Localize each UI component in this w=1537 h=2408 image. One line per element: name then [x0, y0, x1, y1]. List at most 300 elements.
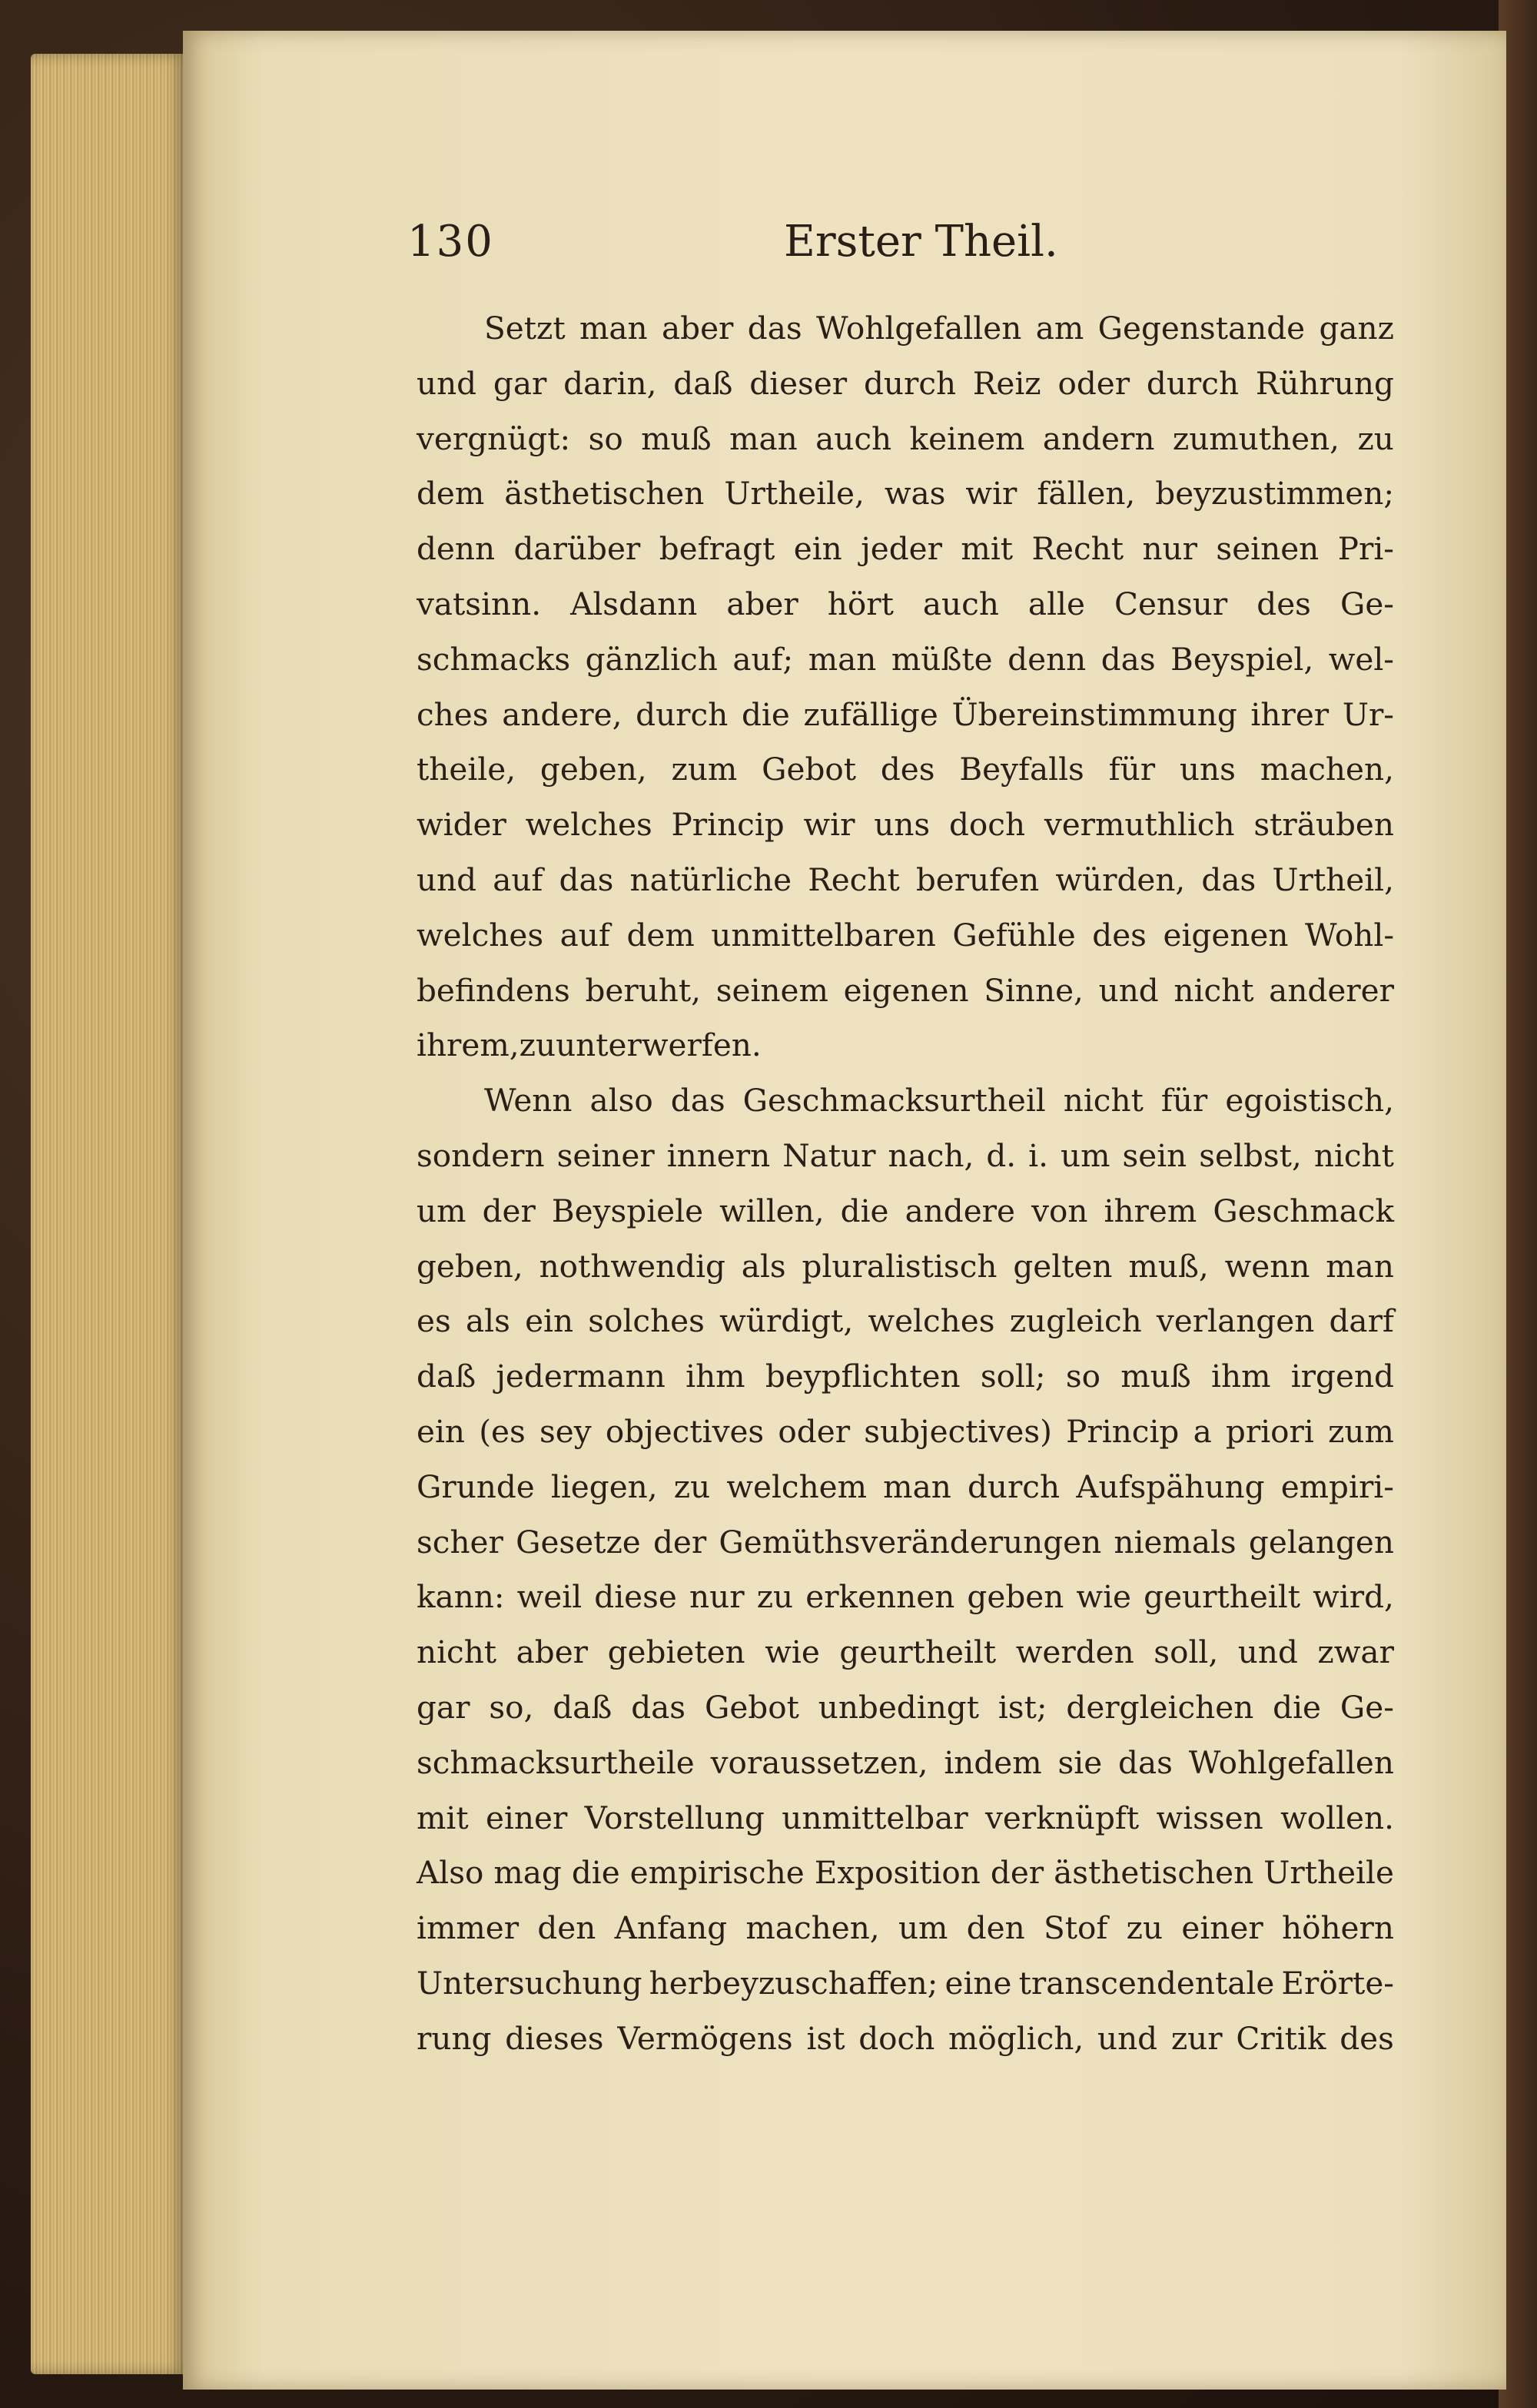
- word: Gebot: [704, 1688, 799, 1726]
- word: mit: [417, 1799, 469, 1836]
- page-header: [407, 217, 1537, 278]
- word: wir: [803, 806, 855, 844]
- word: zwar: [1317, 1634, 1394, 1671]
- word: seiner: [556, 1136, 655, 1174]
- text-line: [417, 1460, 1394, 1515]
- word: der: [990, 1854, 1044, 1892]
- word: Alsdann: [570, 585, 698, 622]
- word: eine: [944, 1964, 1012, 2002]
- word: eigenen: [1163, 916, 1289, 954]
- text-line: [417, 1294, 1394, 1349]
- word: uns: [1179, 751, 1236, 788]
- word: Beyspiel,: [1170, 640, 1314, 678]
- word: wie: [1076, 1578, 1132, 1616]
- word: dieses: [505, 2019, 604, 2057]
- word: seinen: [1216, 530, 1320, 568]
- word: den: [537, 1909, 596, 1947]
- word: um: [898, 1909, 948, 1947]
- word: als: [465, 1302, 510, 1340]
- word: ist: [806, 2019, 845, 2057]
- word: werden: [1015, 1634, 1134, 1671]
- word: Ur-: [1342, 695, 1394, 733]
- text-line: [417, 1736, 1394, 1791]
- word: würdigt,: [719, 1302, 854, 1340]
- word: welchem: [726, 1468, 868, 1505]
- word: gar: [417, 1688, 470, 1726]
- word: dem: [417, 475, 485, 512]
- word: daß: [673, 364, 733, 402]
- word: das: [747, 310, 802, 347]
- word: Wohl-: [1305, 916, 1394, 954]
- word: Natur: [782, 1136, 876, 1174]
- word: ganz: [1319, 310, 1394, 347]
- word: Beyfalls: [959, 751, 1084, 788]
- word: doch: [858, 2019, 935, 2057]
- word: nach,: [888, 1136, 974, 1174]
- word: möglich,: [948, 2019, 1084, 2057]
- word: indem: [944, 1743, 1042, 1781]
- word: machen,: [1260, 751, 1394, 788]
- word: fällen,: [1037, 475, 1136, 512]
- word: ästhetischen: [504, 475, 705, 512]
- word: Erörte-: [1281, 1964, 1394, 2002]
- word: man: [883, 1468, 951, 1505]
- word: subjectives): [864, 1412, 1052, 1450]
- text-line: [417, 1570, 1394, 1625]
- text-line: [417, 1405, 1394, 1460]
- word: ihrer: [1250, 695, 1330, 733]
- word: kann:: [417, 1578, 505, 1616]
- word: und: [417, 364, 477, 402]
- word: beyzustimmen;: [1155, 475, 1394, 512]
- word: rung: [417, 2019, 492, 2057]
- word: Princip: [671, 806, 785, 844]
- text-line: [417, 522, 1394, 577]
- word: daß: [417, 1358, 476, 1395]
- text-line: [417, 1956, 1394, 2012]
- word: eigenen: [843, 971, 969, 1009]
- word: Urtheile: [1263, 1854, 1394, 1892]
- word: herbeyzuschaffen;: [649, 1964, 938, 2002]
- word: um: [417, 1192, 466, 1229]
- word: dieser: [749, 364, 848, 402]
- word: beypflichten: [765, 1358, 961, 1395]
- word: man: [579, 310, 648, 347]
- word: weil: [516, 1578, 583, 1616]
- word: gelangen: [1248, 1523, 1394, 1561]
- word: mit: [961, 530, 1014, 568]
- word: nothwendig: [539, 1247, 725, 1285]
- word: schmacksurtheile: [417, 1743, 695, 1781]
- word: das: [1100, 640, 1156, 678]
- text-line: [417, 466, 1394, 522]
- word: um: [1060, 1136, 1110, 1174]
- word: höhern: [1282, 1909, 1394, 1947]
- word: verknüpft: [985, 1799, 1140, 1836]
- word: geurtheilt: [1144, 1578, 1300, 1616]
- word: zumuthen,: [1172, 420, 1340, 457]
- word: wider: [417, 806, 506, 844]
- word: natürliche: [629, 861, 792, 898]
- text-line: [417, 1349, 1394, 1405]
- text-line: [417, 1791, 1394, 1846]
- word: des: [880, 751, 935, 788]
- word: Gemüthsveränderungen: [719, 1523, 1102, 1561]
- word: Geschmack: [1213, 1192, 1394, 1229]
- word: auf: [559, 916, 610, 954]
- word: andere: [905, 1192, 1016, 1229]
- word: ist;: [998, 1688, 1047, 1726]
- word: aber: [726, 585, 798, 622]
- word: gelten: [1013, 1247, 1113, 1285]
- word: Übereinstimmung: [951, 695, 1237, 733]
- word: machen,: [745, 1909, 880, 1947]
- word: Untersuchung: [417, 1964, 642, 2002]
- word: darüber: [513, 530, 641, 568]
- word: i.: [1028, 1136, 1048, 1174]
- text-line: [417, 301, 1394, 357]
- word: auch: [815, 420, 892, 457]
- word: berufen: [915, 861, 1040, 898]
- text-line: [417, 1680, 1394, 1736]
- word: das: [670, 1082, 725, 1119]
- word: nur: [1142, 530, 1197, 568]
- word: oder: [1057, 364, 1130, 402]
- word: Exposition: [814, 1854, 981, 1892]
- word: solches: [588, 1302, 705, 1340]
- word: diese: [594, 1578, 677, 1616]
- word: auf: [493, 861, 543, 898]
- word: vergnügt:: [417, 420, 571, 457]
- word: Ge-: [1339, 1688, 1394, 1726]
- word: vatsinn.: [417, 585, 542, 622]
- word: Setzt: [484, 310, 566, 347]
- word: hört: [827, 585, 894, 622]
- word: ihm: [1211, 1358, 1271, 1395]
- word: das: [631, 1688, 686, 1726]
- word: dergleichen: [1066, 1688, 1254, 1726]
- word: auf;: [732, 640, 794, 678]
- word: schmacks: [417, 640, 571, 678]
- word: wir: [965, 475, 1017, 512]
- word: Wenn: [484, 1082, 573, 1119]
- word: zu: [673, 1468, 711, 1505]
- word: die: [1273, 1688, 1322, 1726]
- word: Gesetze: [516, 1523, 641, 1561]
- word: willen,: [719, 1192, 825, 1229]
- word: zum: [1328, 1412, 1394, 1450]
- text-line: [417, 2012, 1394, 2067]
- word: man: [729, 420, 798, 457]
- word: gebieten: [607, 1634, 745, 1671]
- word: Rührung: [1255, 364, 1394, 402]
- word: geurtheilt: [839, 1634, 997, 1671]
- text-line: [417, 1239, 1394, 1295]
- text-line: [417, 853, 1394, 908]
- word: zu: [519, 1027, 556, 1064]
- word: durch: [636, 695, 729, 733]
- word: die: [840, 1192, 889, 1229]
- word: ihrem: [1104, 1192, 1197, 1229]
- word: durch: [863, 364, 957, 402]
- word: keinem: [909, 420, 1025, 457]
- word: aber: [662, 310, 734, 347]
- word: des: [1339, 2019, 1394, 2057]
- word: das: [559, 861, 614, 898]
- text-line: [417, 798, 1394, 853]
- word: den: [966, 1909, 1025, 1947]
- text-line: [417, 1515, 1394, 1571]
- word: ästhetischen: [1054, 1854, 1254, 1892]
- word: das: [1201, 861, 1256, 898]
- word: des: [1092, 916, 1147, 954]
- word: Reiz: [972, 364, 1041, 402]
- word: wird,: [1313, 1578, 1394, 1616]
- word: und: [1237, 1634, 1298, 1671]
- word: selbst,: [1199, 1136, 1302, 1174]
- word: würden,: [1055, 861, 1186, 898]
- word: man: [808, 640, 877, 678]
- word: innern: [666, 1136, 771, 1174]
- word: empiri-: [1280, 1468, 1394, 1505]
- word: ein: [525, 1302, 574, 1340]
- word: Princip: [1066, 1412, 1180, 1450]
- word: wel-: [1328, 640, 1394, 678]
- word: Anfang: [614, 1909, 728, 1947]
- word: die: [571, 1854, 620, 1892]
- word: liegen,: [550, 1468, 658, 1505]
- word: nicht: [417, 1634, 497, 1671]
- word: andern: [1042, 420, 1155, 457]
- word: (es: [479, 1412, 526, 1450]
- word: das: [1118, 1743, 1173, 1781]
- word: darin,: [563, 364, 657, 402]
- word: pluralistisch: [802, 1247, 998, 1285]
- text-line: [417, 742, 1394, 798]
- word: so,: [489, 1688, 534, 1726]
- word: Also: [417, 1854, 484, 1892]
- word: Wohlgefallen: [816, 310, 1022, 347]
- word: zu: [1126, 1909, 1164, 1947]
- word: geben: [967, 1578, 1064, 1616]
- word: also: [589, 1082, 653, 1119]
- word: beruht,: [585, 971, 702, 1009]
- word: ein: [417, 1412, 466, 1450]
- word: Recht: [808, 861, 900, 898]
- word: mag: [493, 1854, 562, 1892]
- word: des: [1256, 585, 1311, 622]
- text-line: [417, 412, 1394, 467]
- word: uns: [874, 806, 931, 844]
- word: wenn: [1224, 1247, 1310, 1285]
- word: unmittelbaren: [711, 916, 936, 954]
- word: Vermögens: [617, 2019, 793, 2057]
- word: sey: [539, 1412, 592, 1450]
- word: oder: [778, 1412, 851, 1450]
- word: irgend: [1290, 1358, 1394, 1395]
- word: ihrem,: [417, 1027, 520, 1064]
- word: nicht: [1313, 1136, 1394, 1174]
- word: niemals: [1114, 1523, 1237, 1561]
- running-head: Erster Theil.: [784, 217, 1058, 267]
- word: und: [1097, 2019, 1158, 2057]
- word: am: [1035, 310, 1084, 347]
- text-line: [417, 632, 1394, 688]
- word: d.: [986, 1136, 1017, 1174]
- text-line: [417, 1073, 1394, 1129]
- word: zugleich: [1009, 1302, 1142, 1340]
- word: Vorstellung: [584, 1799, 765, 1836]
- word: andere,: [502, 695, 622, 733]
- text-line: [417, 964, 1394, 1019]
- word: geben,: [539, 751, 647, 788]
- word: objectives: [605, 1412, 765, 1450]
- word: unterwerfen.: [556, 1027, 762, 1064]
- word: Beyspiele: [551, 1192, 704, 1229]
- word: und: [417, 861, 477, 898]
- word: verlangen: [1156, 1302, 1315, 1340]
- word: Urtheil,: [1272, 861, 1394, 898]
- word: theile,: [417, 751, 516, 788]
- word: nicht: [1173, 971, 1254, 1009]
- word: einer: [485, 1799, 568, 1836]
- word: der: [482, 1192, 536, 1229]
- text-line: [417, 1625, 1394, 1680]
- word: als: [741, 1247, 786, 1285]
- word: so: [588, 420, 623, 457]
- word: Censur: [1114, 585, 1228, 622]
- word: was: [884, 475, 946, 512]
- text-line: [417, 1129, 1394, 1184]
- word: auch: [922, 585, 999, 622]
- word: unbedingt: [818, 1688, 979, 1726]
- word: man: [1326, 1247, 1394, 1285]
- word: muß,: [1128, 1247, 1209, 1285]
- word: darf: [1329, 1302, 1394, 1340]
- word: ihm: [686, 1358, 745, 1395]
- word: sein: [1122, 1136, 1187, 1174]
- word: aber: [516, 1634, 589, 1671]
- word: zum: [671, 751, 738, 788]
- word: priori: [1225, 1412, 1314, 1450]
- text-line: [417, 688, 1394, 743]
- word: immer: [417, 1909, 520, 1947]
- word: geben,: [417, 1247, 523, 1285]
- word: egoistisch,: [1225, 1082, 1394, 1119]
- text-line: [417, 1018, 1394, 1073]
- word: Recht: [1031, 530, 1124, 568]
- word: gar: [493, 364, 547, 402]
- word: Critik: [1236, 2019, 1326, 2057]
- word: zur: [1170, 2019, 1223, 2057]
- text-line: [417, 1901, 1394, 1956]
- word: welches: [525, 806, 652, 844]
- word: gänzlich: [585, 640, 718, 678]
- word: Gebot: [762, 751, 857, 788]
- word: anderer: [1269, 971, 1394, 1009]
- word: nicht: [1063, 1082, 1144, 1119]
- word: wie: [765, 1634, 820, 1671]
- word: Gegenstande: [1097, 310, 1306, 347]
- word: zu: [1357, 420, 1394, 457]
- word: nur: [689, 1578, 745, 1616]
- word: zu: [756, 1578, 794, 1616]
- word: befindens: [417, 971, 570, 1009]
- word: wissen: [1156, 1799, 1263, 1836]
- word: Geschmacksurtheil: [742, 1082, 1046, 1119]
- word: Ge-: [1339, 585, 1394, 622]
- word: und: [1098, 971, 1159, 1009]
- word: ein: [793, 530, 842, 568]
- word: vermuthlich: [1044, 806, 1235, 844]
- word: Sinne,: [984, 971, 1084, 1009]
- word: so: [1065, 1358, 1100, 1395]
- word: sie: [1057, 1743, 1103, 1781]
- word: ches: [417, 695, 489, 733]
- word: denn: [417, 530, 496, 568]
- word: a: [1193, 1412, 1212, 1450]
- word: Grunde: [417, 1468, 535, 1505]
- text-line: [417, 577, 1394, 632]
- word: alle: [1027, 585, 1085, 622]
- word: wollen.: [1280, 1799, 1394, 1836]
- word: daß: [553, 1688, 612, 1726]
- word: durch: [967, 1468, 1061, 1505]
- word: muß: [641, 420, 712, 457]
- word: Gefühle: [952, 916, 1076, 954]
- word: sträuben: [1253, 806, 1394, 844]
- word: soll;: [980, 1358, 1046, 1395]
- word: denn: [1008, 640, 1087, 678]
- word: muß: [1120, 1358, 1191, 1395]
- word: Stof: [1043, 1909, 1108, 1947]
- word: soll,: [1154, 1634, 1219, 1671]
- word: scher: [417, 1523, 503, 1561]
- word: empirische: [629, 1854, 805, 1892]
- word: sondern: [417, 1136, 545, 1174]
- word: dem: [626, 916, 695, 954]
- word: Pri-: [1337, 530, 1394, 568]
- text-line: [417, 1846, 1394, 1901]
- word: der: [652, 1523, 707, 1561]
- word: welches: [868, 1302, 995, 1340]
- word: unmittelbar: [782, 1799, 968, 1836]
- word: für: [1160, 1082, 1208, 1119]
- page-number: 130: [407, 217, 494, 267]
- text-line: [417, 357, 1394, 412]
- word: von: [1031, 1192, 1088, 1229]
- word: einer: [1181, 1909, 1263, 1947]
- word: Wohlgefallen: [1188, 1743, 1394, 1781]
- word: müßte: [891, 640, 993, 678]
- word: jedermann: [496, 1358, 666, 1395]
- word: zufällige: [803, 695, 938, 733]
- word: transcendentale: [1018, 1964, 1275, 2002]
- page-edges: [31, 54, 184, 2374]
- word: erkennen: [805, 1578, 955, 1616]
- word: welches: [417, 916, 544, 954]
- word: für: [1108, 751, 1156, 788]
- word: voraussetzen,: [710, 1743, 928, 1781]
- word: befragt: [659, 530, 775, 568]
- word: seinem: [715, 971, 828, 1009]
- word: doch: [948, 806, 1026, 844]
- body-text: [417, 301, 1394, 2067]
- word: es: [417, 1302, 451, 1340]
- word: Aufspähung: [1076, 1468, 1265, 1505]
- text-line: [417, 1184, 1394, 1239]
- word: durch: [1146, 364, 1240, 402]
